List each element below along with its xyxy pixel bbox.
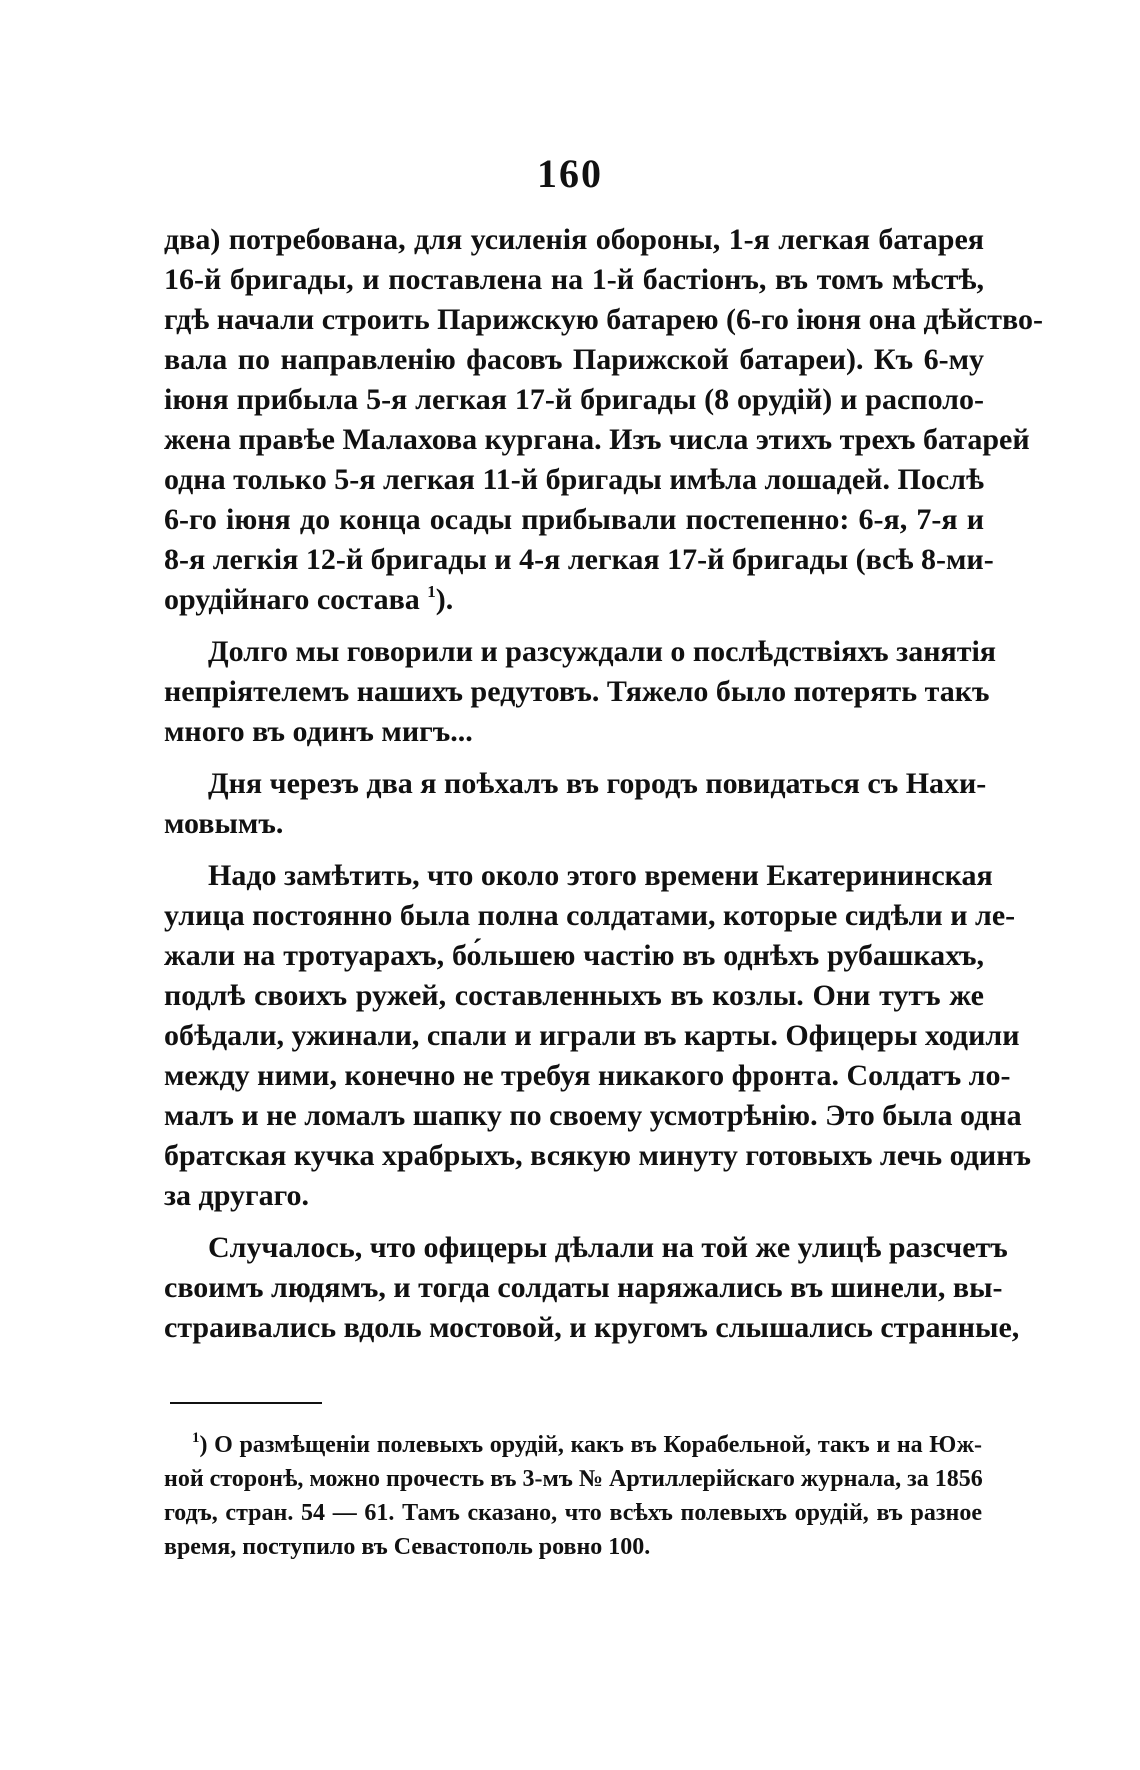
text-line: одна только 5-я легкая 11-й бригады имѣла лошадей. Послѣ bbox=[164, 463, 984, 496]
footnote-marker: 1 bbox=[192, 1430, 200, 1446]
paragraph bbox=[164, 220, 1043, 620]
text-line: страивались вдоль мостовой, и кругомъ слышались странные, bbox=[164, 1311, 1020, 1344]
text-line: вала по направленію фасовъ Парижской батареи). Къ 6-му bbox=[164, 343, 984, 376]
text-line: подлѣ своихъ ружей, составленныхъ въ козлы. Они тутъ же bbox=[164, 979, 984, 1012]
text-line: жали на тротуарахъ, бо́льшею частію въ однѣхъ рубашкахъ, bbox=[164, 939, 984, 972]
body-text bbox=[164, 220, 1043, 1348]
footnote-marker-close: ) bbox=[199, 1432, 208, 1458]
paragraph bbox=[164, 856, 1031, 1216]
paragraph bbox=[164, 632, 997, 752]
text-line: своимъ людямъ, и тогда солдаты наряжались въ шинели, вы- bbox=[164, 1271, 1003, 1304]
footnote-line: время, поступило въ Севастополь ровно 100. bbox=[164, 1534, 651, 1560]
footnote-divider bbox=[170, 1402, 322, 1404]
text-fragment: О размѣщеніи полевыхъ орудій, какъ въ Корабельной, такъ и на Юж- bbox=[214, 1432, 983, 1458]
text-line: за другаго. bbox=[164, 1179, 310, 1212]
footnote-line bbox=[192, 1428, 982, 1462]
text-fragment: ). bbox=[435, 583, 454, 616]
footnote-line: ной сторонѣ, можно прочесть въ 3-мъ № Артиллерійскаго журнала, за 1856 bbox=[164, 1466, 983, 1492]
text-line: два) потребована, для усиленія обороны, 1-я легкая батарея bbox=[164, 223, 984, 256]
text-line: Долго мы говорили и разсуждали о послѣдствіяхъ занятія bbox=[208, 635, 997, 668]
text-line: іюня прибыла 5-я легкая 17-й бригады (8 орудій) и располо- bbox=[164, 383, 984, 416]
text-line: между ними, конечно не требуя никакого фронта. Солдатъ ло- bbox=[164, 1059, 1011, 1092]
text-line: 8-я легкія 12-й бригады и 4-я легкая 17-й бригады (всѣ 8-ми- bbox=[164, 543, 994, 576]
text-fragment: орудійнаго состава bbox=[164, 583, 420, 616]
page-number: 160 bbox=[537, 151, 603, 196]
text-line: гдѣ начали строить Парижскую батарею (6-го іюня она дѣйство- bbox=[164, 303, 1043, 336]
footnote-reference[interactable]: 1 bbox=[427, 582, 436, 601]
text-line bbox=[164, 580, 984, 620]
paragraph bbox=[164, 1228, 1020, 1348]
footnote bbox=[164, 1428, 983, 1564]
text-line: непріятелемъ нашихъ редутовъ. Тяжело было потерять такъ bbox=[164, 675, 990, 708]
text-line: мовымъ. bbox=[164, 807, 284, 840]
text-line: Надо замѣтить, что около этого времени Екатерининская bbox=[208, 859, 993, 892]
text-line: Дня черезъ два я поѣхалъ въ городъ повидаться съ Нахи- bbox=[208, 767, 987, 800]
text-line: 16-й бригады, и поставлена на 1-й бастіонъ, въ томъ мѣстѣ, bbox=[164, 263, 984, 296]
footnote-line: годъ, стран. 54 — 61. Тамъ сказано, что всѣхъ полевыхъ орудій, въ разное bbox=[164, 1500, 982, 1526]
text-line: 6-го іюня до конца осады прибывали постепенно: 6-я, 7-я и bbox=[164, 503, 984, 536]
text-line: малъ и не ломалъ шапку по своему усмотрѣнію. Это была одна bbox=[164, 1099, 1022, 1132]
text-line: жена правѣе Малахова кургана. Изъ числа этихъ трехъ батарей bbox=[164, 423, 1030, 456]
text-line: улица постоянно была полна солдатами, которые сидѣли и ле- bbox=[164, 899, 1016, 932]
paragraph bbox=[164, 764, 987, 844]
text-line: много въ одинъ мигъ... bbox=[164, 715, 473, 748]
text-line: братская кучка храбрыхъ, всякую минуту готовыхъ лечь одинъ bbox=[164, 1139, 1031, 1172]
text-line: обѣдали, ужинали, спали и играли въ карты. Офицеры ходили bbox=[164, 1019, 1020, 1052]
text-line: Случалось, что офицеры дѣлали на той же улицѣ разсчетъ bbox=[208, 1231, 1008, 1264]
